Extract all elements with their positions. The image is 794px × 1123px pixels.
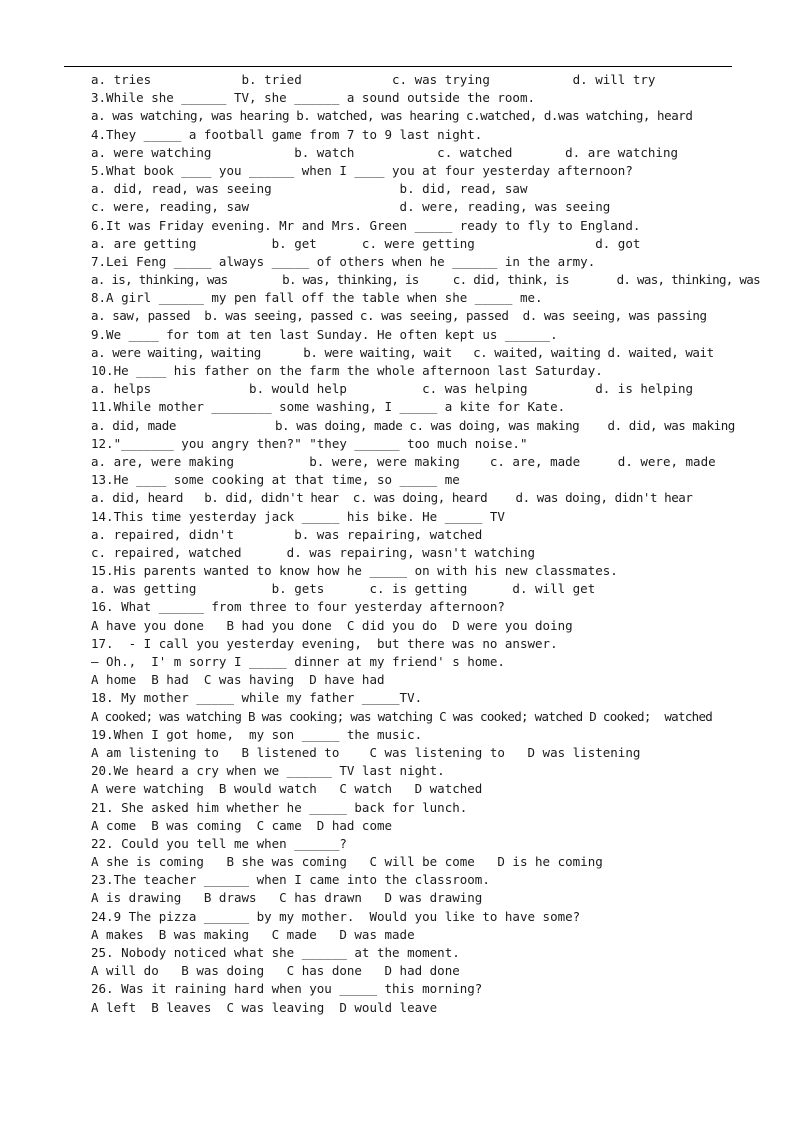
text-line: A cooked; was watching B was cooking; was watching C was cooked; watched D cooked; watched [91, 708, 713, 724]
text-line: a. was watching, was hearing b. watched, was hearing c.watched, d.was watching, heard [91, 108, 693, 124]
question-line: 24.9 The pizza ______ by my mother. Would you like to have some? [91, 908, 581, 924]
text-line: A will do B was doing C has done D had done [91, 963, 460, 979]
question-line: 13.He ____ some cooking at that time, so _____ me [91, 472, 460, 488]
text-line: a. are, were making b. were, were making c. are, made d. were, made [91, 453, 716, 469]
text-line: c. were, reading, saw d. were, reading, was seeing [91, 199, 611, 215]
question-line: 14.This time yesterday jack _____ his bike. He _____ TV [91, 508, 505, 524]
text-line: a. did, heard b. did, didn't hear c. was doing, heard d. was doing, didn't hear [91, 490, 693, 506]
text-line: c. repaired, watched d. was repairing, wasn't watching [91, 544, 536, 560]
question-line: 17. - I call you yesterday evening, but there was no answer. [91, 635, 558, 651]
text-line: A come B was coming C came D had come [91, 817, 393, 833]
question-line: 5.What book ____ you ______ when I ____ you at four yesterday afternoon? [91, 162, 633, 178]
question-line: 8.A girl ______ my pen fall off the table when she _____ me. [91, 290, 543, 306]
text-line: — Oh., I' m sorry I _____ dinner at my friend' s home. [91, 654, 505, 669]
question-line: 19.When I got home, my son _____ the music. [91, 726, 423, 742]
question-line: 21. She asked him whether he _____ back for lunch. [91, 799, 468, 815]
question-line: 9.We ____ for tom at ten last Sunday. He often kept us ______. [91, 326, 558, 342]
question-line: 25. Nobody noticed what she ______ at the moment. [91, 945, 460, 960]
question-line: 22. Could you tell me when ______? [91, 835, 347, 851]
question-line: 10.He ____ his father on the farm the whole afternoon last Saturday. [91, 363, 603, 378]
question-line: 16. What ______ from three to four yesterday afternoon? [91, 599, 505, 615]
text-line: a. did, read, was seeing b. did, read, saw [91, 181, 528, 197]
text-line: A she is coming B she was coming C will be come D is he coming [91, 854, 603, 870]
question-line: 20.We heard a cry when we ______ TV last night. [91, 763, 445, 779]
question-line: 26. Was it raining hard when you _____ this morning? [91, 981, 483, 997]
header-rule [64, 66, 732, 67]
text-line: a. was getting b. gets c. is getting d. will get [91, 581, 596, 597]
text-line: A have you done B had you done C did you do D were you doing [91, 617, 573, 633]
text-line: a. did, made b. was doing, made c. was doing, was making d. did, was making [91, 417, 735, 433]
text-line: A makes B was making C made D was made [91, 926, 415, 942]
text-line: a. saw, passed b. was seeing, passed c. was seeing, passed d. was seeing, was passing [91, 308, 707, 324]
text-line: A home B had C was having D have had [91, 672, 385, 688]
text-line: a. were waiting, waiting b. were waiting, wait c. waited, waiting d. waited, wait [91, 344, 714, 360]
question-line: 3.While she ______ TV, she ______ a sound outside the room. [91, 90, 536, 106]
text-line: A were watching B would watch C watch D watched [91, 781, 483, 797]
question-line: 23.The teacher ______ when I came into the classroom. [91, 872, 490, 888]
text-line: a. were watching b. watch c. watched d. are watching [91, 144, 678, 160]
exercise-text [91, 71, 760, 1017]
question-line: 7.Lei Feng _____ always _____ of others when he ______ in the army. [91, 253, 596, 269]
text-line: A am listening to B listened to C was listening to D was listening [91, 744, 641, 760]
question-line: 12."_______ you angry then?" "they ______ too much noise." [91, 435, 528, 451]
text-line: A left B leaves C was leaving D would leave [91, 999, 438, 1015]
text-line: a. repaired, didn't b. was repairing, watched [91, 526, 483, 542]
text-line: a. are getting b. get c. were getting d. got [91, 235, 641, 251]
question-line: 15.His parents wanted to know how he _____ on with his new classmates. [91, 563, 618, 579]
text-line: a. helps b. would help c. was helping d. is helping [91, 381, 694, 397]
question-line: 4.They _____ a football game from 7 to 9 last night. [91, 126, 483, 142]
question-line: 11.While mother ________ some washing, I _____ a kite for Kate. [91, 399, 566, 415]
text-line: A is drawing B draws C has drawn D was drawing [91, 890, 483, 906]
text-line: a. is, thinking, was b. was, thinking, is c. did, think, is d. was, thinking, was [91, 272, 760, 288]
text-line: a. tries b. tried c. was trying d. will try [91, 72, 656, 87]
question-line: 18. My mother _____ while my father _____TV. [91, 690, 423, 706]
question-line: 6.It was Friday evening. Mr and Mrs. Green _____ ready to fly to England. [91, 217, 641, 233]
